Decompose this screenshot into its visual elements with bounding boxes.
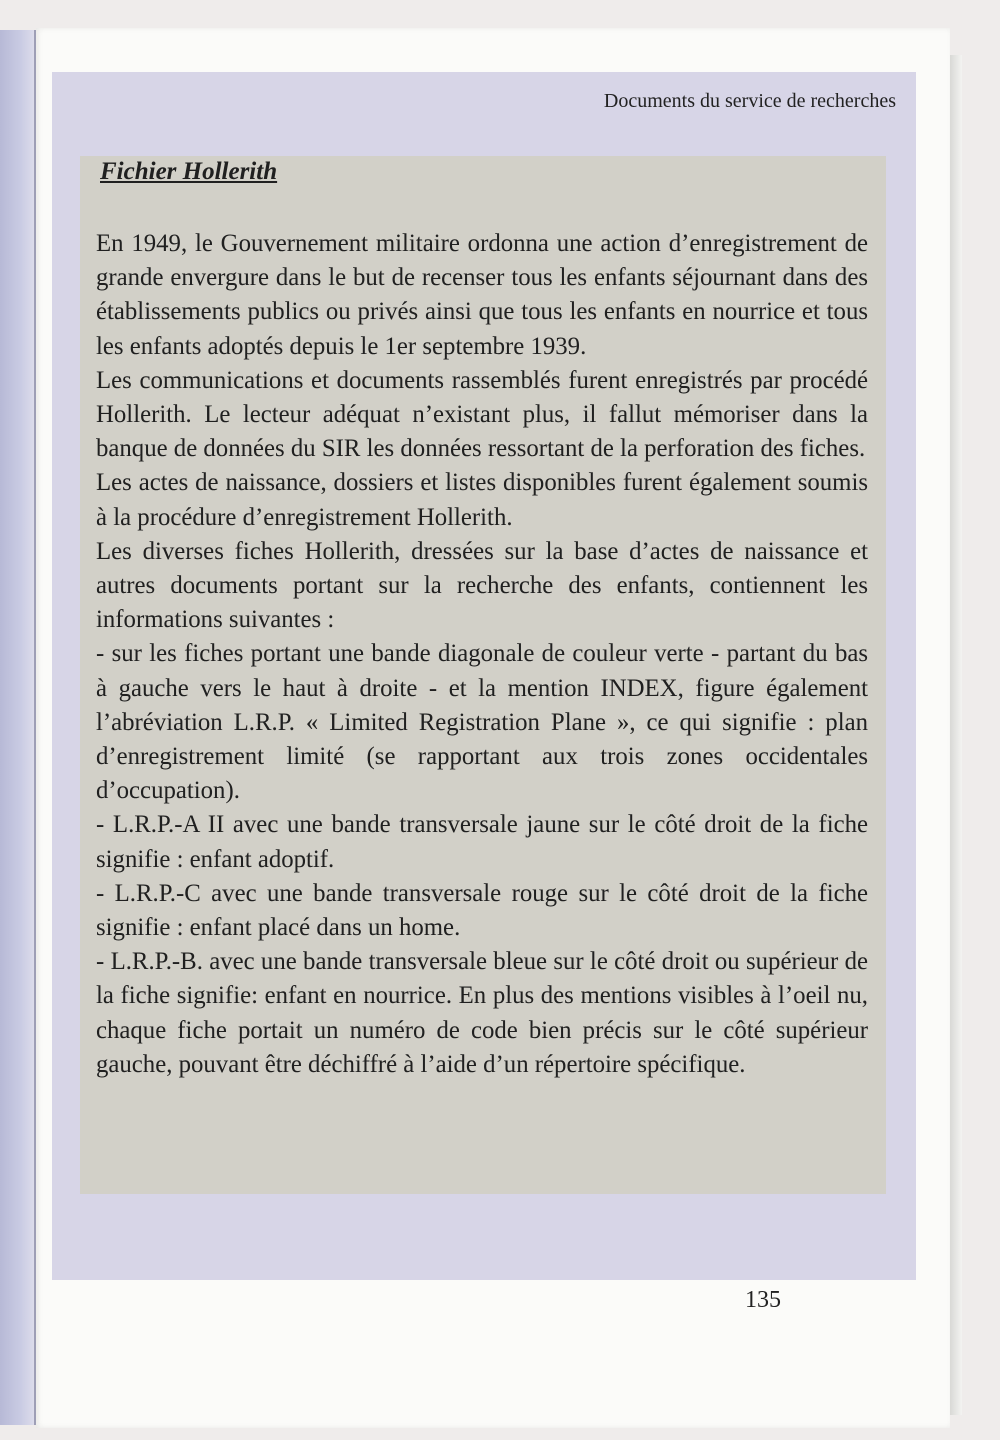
section-title: Fichier Hollerith [100,158,278,185]
paragraph: - L.R.P.-C avec une bande transversale rouge sur le côté droit de la fiche signifie : enfant placé dans un home. [96,879,868,942]
paragraph: Les diverses fiches Hollerith, dressées sur la base d’actes de naissance et autres documents portant sur la recherche des enfants, contiennent les informations suivantes : [96,537,868,634]
paragraph: - L.R.P.-B. avec une bande transversale bleue sur le côté droit ou supérieur de la fiche signifie: enfant en nourrice. En plus des mentions visibles à l’oeil nu, chaque fiche portait un numéro de code bien précis sur le côté supérieur gauche, pouvant être déchiffré à l’aide d’un répertoire spécifique. [96,948,868,1078]
paragraph: Les communications et documents rassemblés furent enregistrés par procédé Hollerith. Le lecteur adéquat n’existant plus, il fallut mémoriser dans la banque de données du SIR les données ressortant de la perforation des fiches. [96,366,868,463]
previous-page-edge [0,30,36,1425]
page-number: 135 [745,1287,781,1313]
paragraph: En 1949, le Gouvernement militaire ordonna une action d’enregistrement de grande envergure dans le but de recenser tous les enfants séjournant dans des établissements publics ou privés ainsi que tous les enfants en nourrice et tous les enfants adoptés depuis le 1er septembre 1939. [96,230,868,360]
paragraph: Les actes de naissance, dossiers et listes disponibles furent également soumis à la procédure d’enregistrement Hollerith. [96,469,868,531]
paragraph: - sur les fiches portant une bande diagonale de couleur verte - partant du bas à gauche vers le haut à droite - et la mention INDEX, figure également l’abréviation L.R.P. « Limited Registration Plane », ce qui signifie : plan d’enregistrement limité (se rapportant aux trois zones occidentales d’occupation). [96,640,868,805]
page-stack-edge [950,55,962,1415]
paragraph: - L.R.P.-A II avec une bande transversale jaune sur le côté droit de la fiche signifie : enfant adoptif. [96,811,868,873]
running-header: Documents du service de recherches [603,90,896,112]
section-content [96,158,868,1082]
